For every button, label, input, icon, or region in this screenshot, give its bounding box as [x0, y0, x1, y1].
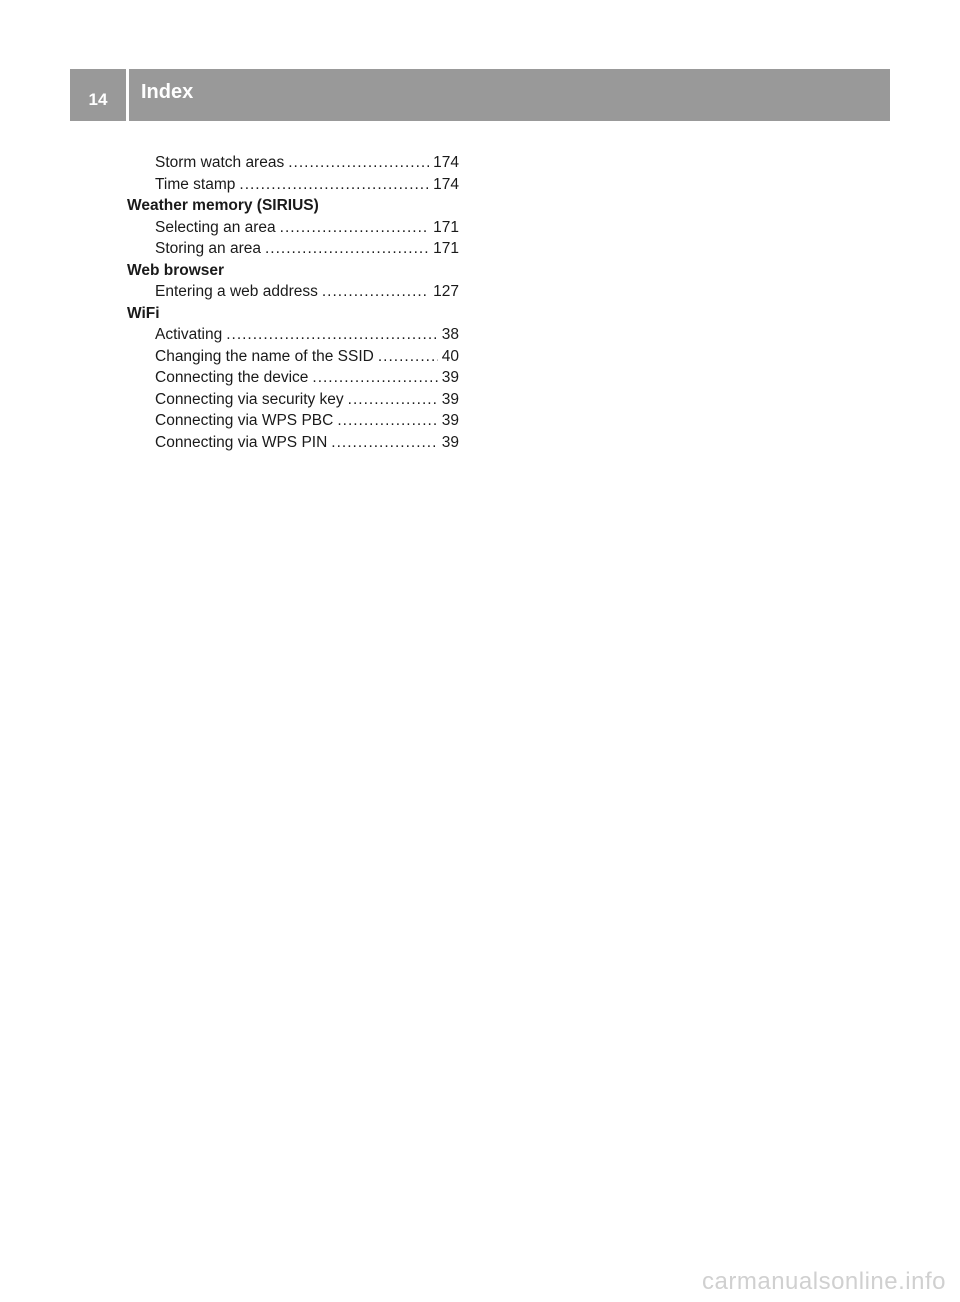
- entry-label: Time stamp: [155, 175, 236, 193]
- leader-dots: [280, 217, 429, 239]
- entry-label: Connecting via security key: [155, 390, 344, 408]
- index-subentry[interactable]: [127, 174, 459, 196]
- index-subentry[interactable]: [127, 281, 459, 303]
- entry-page: 39: [441, 412, 459, 429]
- index-subentry[interactable]: [127, 410, 459, 432]
- leader-dots: [322, 281, 429, 303]
- entry-label: Storm watch areas: [155, 154, 285, 171]
- leader-dots: [378, 346, 438, 368]
- entry-page: 38: [441, 326, 459, 343]
- index-main-entry: WiFi: [127, 304, 160, 322]
- entry-label: Connecting via WPS PBC: [155, 412, 334, 429]
- index-subentry[interactable]: [127, 389, 459, 411]
- leader-dots: [312, 367, 437, 389]
- index-subentry[interactable]: [127, 217, 459, 239]
- leader-dots: [226, 324, 438, 346]
- entry-label: Connecting via WPS PIN: [155, 433, 328, 451]
- entry-page: 39: [441, 369, 459, 386]
- leader-dots: [331, 432, 437, 454]
- page-number: 14: [88, 90, 108, 109]
- section-title: Index: [141, 80, 194, 103]
- index-list: [127, 152, 459, 453]
- entry-label: Changing the name of the SSID: [155, 347, 374, 365]
- entry-page: 174: [433, 175, 459, 193]
- watermark: carmanualsonline.info: [702, 1268, 946, 1295]
- entry-label: Activating: [155, 326, 223, 343]
- leader-dots: [265, 238, 429, 260]
- index-main-entry: Web browser: [127, 261, 225, 279]
- index-subentry[interactable]: [127, 324, 459, 346]
- leader-dots: [348, 389, 438, 411]
- entry-label: Entering a web address: [155, 283, 318, 300]
- index-subentry[interactable]: [127, 238, 459, 260]
- entry-label: Storing an area: [155, 240, 261, 257]
- entry-label: Connecting the device: [155, 369, 309, 386]
- page-header: [70, 69, 890, 121]
- entry-page: 171: [433, 218, 459, 236]
- leader-dots: [239, 174, 429, 196]
- index-subentry[interactable]: [127, 346, 459, 368]
- entry-page: 40: [441, 347, 459, 365]
- entry-label: Selecting an area: [155, 218, 276, 236]
- entry-page: 171: [433, 240, 459, 257]
- index-subentry[interactable]: [127, 152, 459, 174]
- header-divider: [126, 69, 129, 121]
- index-main-entry: Weather memory (SIRIUS): [127, 197, 319, 214]
- index-subentry[interactable]: [127, 367, 459, 389]
- index-subentry[interactable]: [127, 432, 459, 454]
- entry-page: 127: [433, 283, 459, 300]
- leader-dots: [337, 410, 437, 432]
- entry-page: 39: [441, 390, 459, 408]
- entry-page: 174: [433, 154, 459, 171]
- leader-dots: [288, 152, 429, 174]
- entry-page: 39: [441, 433, 459, 451]
